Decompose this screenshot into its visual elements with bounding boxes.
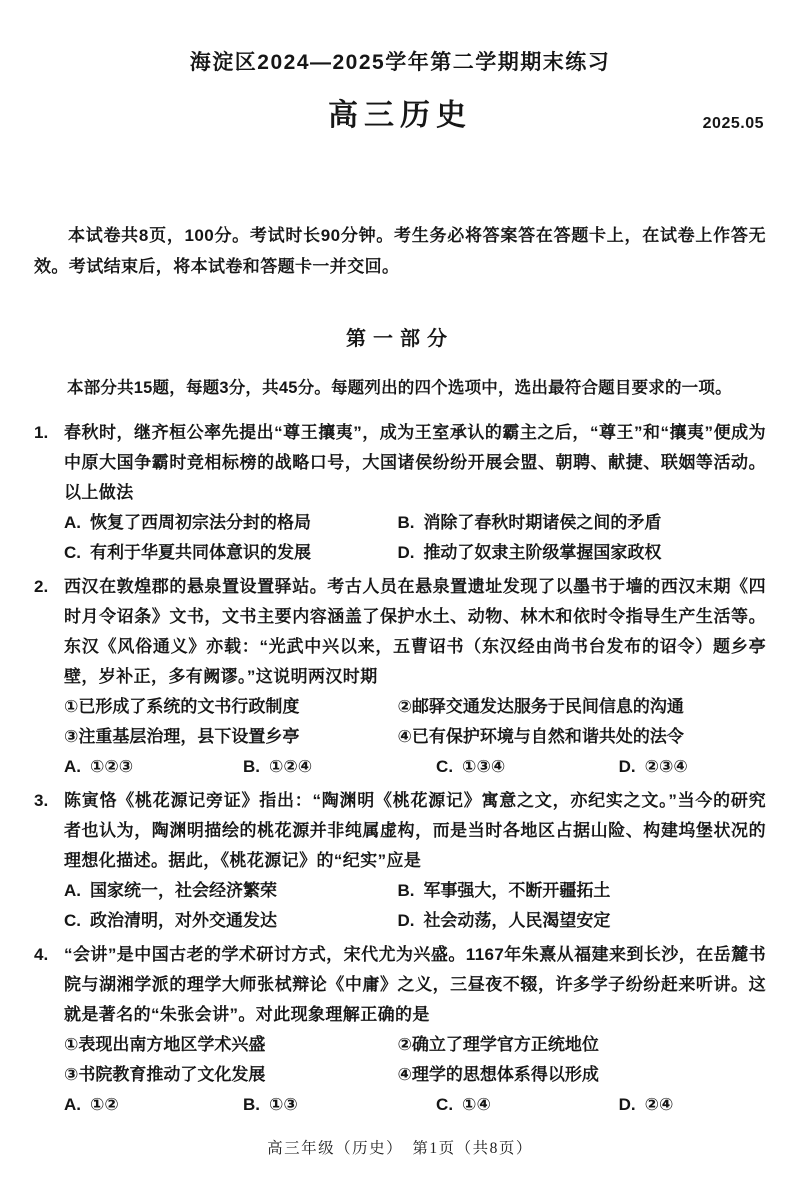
question-1	[34, 418, 766, 568]
option-label: A.	[64, 756, 81, 776]
option-text: 国家统一，社会经济繁荣	[90, 880, 277, 900]
option-d	[619, 1090, 766, 1120]
option-label: C.	[64, 542, 81, 562]
option-c	[64, 906, 397, 936]
statement-grid	[64, 1030, 766, 1090]
option-text: 有利于华夏共同体意识的发展	[90, 542, 311, 562]
option-b	[243, 1090, 436, 1120]
option-text: 恢复了西周初宗法分封的格局	[90, 512, 311, 532]
option-label: D.	[397, 542, 415, 562]
option-c	[436, 752, 619, 782]
question-number: 2.	[34, 576, 49, 596]
question-3	[34, 786, 766, 936]
subject-title: 高三历史	[328, 99, 472, 132]
option-b	[397, 876, 766, 906]
statement-4: ④理学的思想体系得以形成	[397, 1064, 599, 1084]
question-stem: “会讲”是中国古老的学术研讨方式，宋代尤为兴盛。1167年朱熹从福建来到长沙，在岳麓书院与湖湘学派的理学大师张栻辩论《中庸》之义，三昼夜不辍，许多学子纷纷赶来听讲。这就是著名的“朱张会讲”。对此现象理解正确的是	[64, 944, 766, 1024]
option-grid	[64, 876, 766, 936]
option-label: B.	[243, 756, 260, 776]
option-text: 政治清明，对外交通发达	[90, 910, 277, 930]
question-list	[34, 418, 766, 1120]
option-grid	[64, 752, 766, 782]
option-label: C.	[64, 910, 81, 930]
option-label: B.	[397, 512, 415, 532]
option-d	[619, 752, 766, 782]
option-label: D.	[397, 910, 415, 930]
question-body	[64, 786, 766, 936]
question-stem: 陈寅恪《桃花源记旁证》指出：“陶渊明《桃花源记》寓意之文，亦纪实之文。”当今的研究者也认为，陶渊明描绘的桃花源并非纯属虚构，而是当时各地区占据山险、构建坞堡状况的理想化描述。据此，《桃花源记》的“纪实”应是	[64, 790, 766, 870]
statement-4: ④已有保护环境与自然和谐共处的法令	[397, 726, 684, 746]
question-number: 4.	[34, 944, 49, 964]
option-label: D.	[618, 1094, 636, 1114]
option-label: A.	[64, 512, 81, 532]
option-text: 社会动荡，人民渴望安定	[423, 910, 611, 930]
option-text: ②④	[644, 1094, 674, 1114]
option-text: 军事强大，不断开疆拓土	[423, 880, 611, 900]
exam-date: 2025.05	[702, 115, 764, 132]
statement-grid	[64, 692, 766, 752]
question-stem: 春秋时，继齐桓公率先提出“尊王攘夷”，成为王室承认的霸主之后，“尊王”和“攘夷”便成为中原大国争霸时竞相标榜的战略口号，大国诸侯纷纷开展会盟、朝聘、献捷、联姻等活动。以上做法	[64, 422, 766, 502]
option-grid	[64, 508, 766, 568]
option-text: ①③	[269, 1094, 298, 1114]
option-text: 推动了奴隶主阶级掌握国家政权	[423, 542, 662, 562]
question-stem: 西汉在敦煌郡的悬泉置设置驿站。考古人员在悬泉置遗址发现了以墨书于墙的西汉末期《四时月令诏条》文书，文书主要内容涵盖了保护水土、动物、林木和依时令指导生产生活等。东汉《风俗通义》亦载：“光武中兴以来，五曹诏书（东汉经由尚书台发布的诏令）题乡亭壁，岁补正，多有阙谬。”这说明两汉时期	[64, 576, 766, 686]
option-b	[397, 508, 766, 538]
question-4	[34, 940, 766, 1120]
option-a	[64, 876, 397, 906]
section-title: 第一部分	[346, 328, 454, 350]
option-label: D.	[618, 756, 636, 776]
option-text: ①③④	[462, 756, 506, 776]
option-text: ①②③	[90, 756, 134, 776]
question-number: 3.	[34, 790, 49, 810]
option-label: C.	[436, 756, 454, 776]
statement-2: ②确立了理学官方正统地位	[397, 1034, 599, 1054]
option-label: B.	[243, 1094, 260, 1114]
statement-3: ③书院教育推动了文化发展	[64, 1064, 266, 1084]
statement-3: ③注重基层治理，县下设置乡亭	[64, 726, 300, 746]
option-text: ①④	[462, 1094, 491, 1114]
subject-row	[34, 96, 766, 136]
question-body	[64, 572, 766, 782]
option-label: A.	[64, 880, 81, 900]
question-body	[64, 418, 766, 568]
option-c	[64, 538, 397, 568]
exam-title: 海淀区2024—2025学年第二学期期末练习	[189, 51, 611, 74]
exam-notice: 本试卷共8页，100分。考试时长90分钟。考生务必将答案答在答题卡上，在试卷上作答无效。考试结束后，将本试卷和答题卡一并交回。	[34, 226, 766, 276]
statement-1: ①表现出南方地区学术兴盛	[64, 1034, 266, 1054]
page-footer: 高三年级（历史） 第1页（共8页）	[267, 1140, 533, 1157]
option-d	[397, 538, 766, 568]
option-text: ①②	[90, 1094, 119, 1114]
statement-2: ②邮驿交通发达服务于民间信息的沟通	[397, 696, 684, 716]
option-text: ②③④	[644, 756, 688, 776]
option-label: B.	[397, 880, 415, 900]
question-2	[34, 572, 766, 782]
option-d	[397, 906, 766, 936]
statement-1: ①已形成了系统的文书行政制度	[64, 696, 300, 716]
option-a	[64, 1090, 243, 1120]
option-c	[436, 1090, 619, 1120]
option-text: ①②④	[269, 756, 313, 776]
option-a	[64, 508, 397, 538]
option-label: C.	[436, 1094, 454, 1114]
section-instructions: 本部分共15题，每题3分，共45分。每题列出的四个选项中，选出最符合题目要求的一项。	[67, 379, 732, 397]
option-label: A.	[64, 1094, 81, 1114]
question-body	[64, 940, 766, 1120]
option-a	[64, 752, 243, 782]
option-b	[243, 752, 436, 782]
option-text: 消除了春秋时期诸侯之间的矛盾	[423, 512, 662, 532]
question-number: 1.	[34, 422, 49, 442]
option-grid	[64, 1090, 766, 1120]
